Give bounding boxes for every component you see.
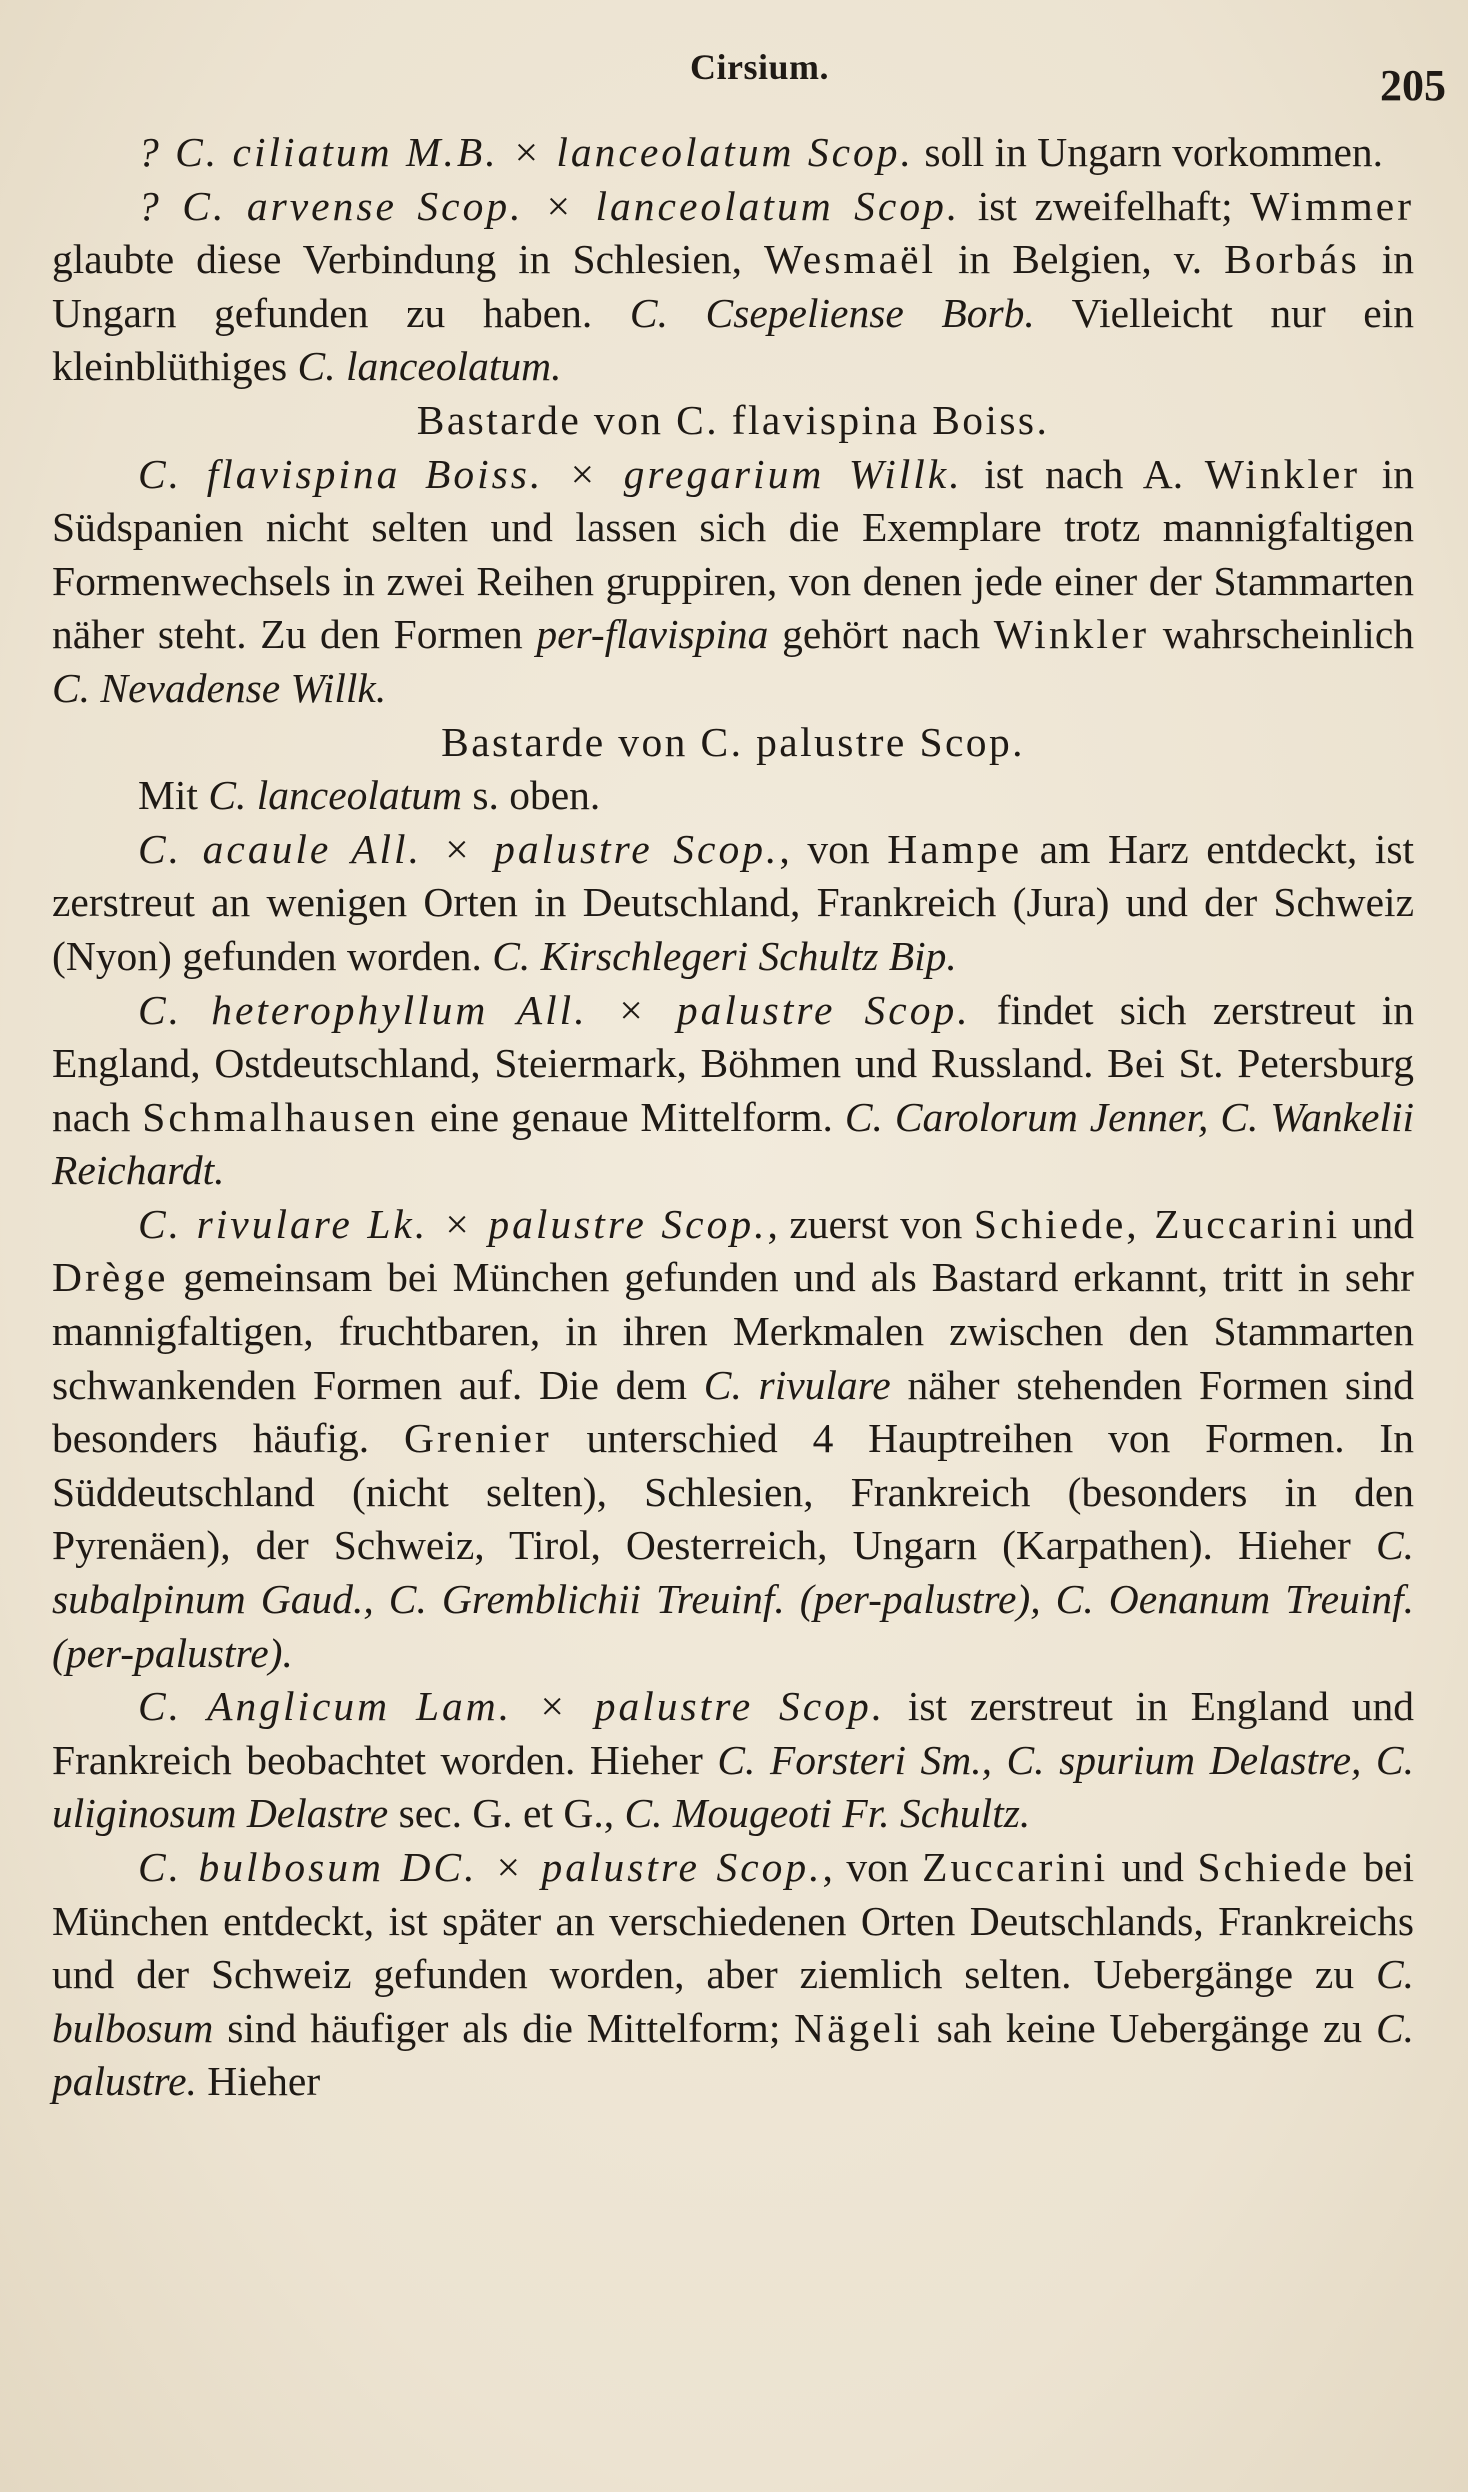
emphasis-text: per-flavispina bbox=[536, 611, 769, 658]
text-run: sec. G. et G., bbox=[388, 1790, 625, 1837]
paragraph bbox=[52, 769, 1414, 823]
text-run: sah keine Uebergänge zu bbox=[922, 2004, 1376, 2051]
body-text bbox=[52, 126, 1414, 2109]
text-run: , von bbox=[822, 1844, 923, 1890]
emphasis-text: C. rivulare Lk. × palustre Scop. bbox=[138, 1200, 768, 1247]
emphasis-text: C. bulbosum DC. × palustre Scop. bbox=[138, 1844, 823, 1890]
page-header bbox=[0, 40, 1468, 110]
section-heading bbox=[52, 716, 1414, 770]
emphasis-text: C. heterophyllum All. × palustre Scop. bbox=[138, 986, 971, 1033]
text-run: gemeinsam bei München gefunden und als Bastard erkannt, tritt in sehr mannigfaltigen, fruchtbaren, in ihren Merkmalen zwischen den Stammarten schwankenden Formen auf. Die dem bbox=[52, 1254, 1414, 1408]
text-run: und bbox=[1340, 1200, 1415, 1247]
page-number: 205 bbox=[1380, 61, 1446, 110]
emphasis-text: Winkler bbox=[993, 611, 1150, 658]
emphasis-text: C. Carolorum Jenner, C. Wankelii Reichardt. bbox=[52, 1093, 1414, 1194]
text-run: , von bbox=[779, 825, 888, 872]
emphasis-text: Schiede, Zuccarini bbox=[973, 1200, 1341, 1247]
text-run: bei München entdeckt, ist später an verschiedenen Orten Deutschlands, Frankreichs und der Schweiz gefunden worden, aber ziemlich selten. Uebergänge zu bbox=[52, 1844, 1415, 1998]
emphasis-text: C. Anglicum Lam. × palustre Scop. bbox=[138, 1683, 886, 1730]
paragraph bbox=[52, 823, 1414, 984]
text-run: ist zweifelhaft; bbox=[960, 182, 1251, 229]
text-run: Bastarde von C. palustre Scop. bbox=[441, 718, 1025, 765]
text-run: , zuerst von bbox=[767, 1200, 974, 1247]
emphasis-text: ? C. ciliatum M.B. × lanceolatum Scop. bbox=[138, 129, 914, 175]
emphasis-text: C. Csepeliense Borb. bbox=[629, 289, 1035, 336]
emphasis-text: Zuccarini bbox=[922, 1844, 1109, 1890]
text-run: Bastarde von C. flavispina Boiss. bbox=[416, 396, 1050, 443]
text-run: glaubte diese Verbindung in Schlesien, bbox=[52, 236, 764, 283]
emphasis-text: Drège bbox=[52, 1254, 169, 1301]
emphasis-text: C. palustre. bbox=[52, 2004, 1414, 2105]
paragraph bbox=[52, 1680, 1414, 1841]
emphasis-text: Schmalhausen bbox=[142, 1093, 419, 1140]
emphasis-text: C. flavispina Boiss. × gregarium Willk. bbox=[138, 450, 963, 497]
emphasis-text: Grenier bbox=[403, 1415, 552, 1462]
text-run: näher stehenden Formen sind besonders häufig. bbox=[52, 1361, 1414, 1462]
text-run: am Harz entdeckt, ist zerstreut an wenigen Orten in Deutschland, Frankreich (Jura) und der Schweiz (Nyon) gefunden worden. bbox=[52, 825, 1415, 979]
emphasis-text: C. rivulare bbox=[703, 1361, 891, 1408]
text-run: gehört nach bbox=[768, 611, 994, 658]
paragraph bbox=[52, 1841, 1414, 2109]
text-run: in Belgien, v. bbox=[936, 236, 1225, 283]
section-heading bbox=[52, 394, 1414, 448]
emphasis-text: C. acaule All. × palustre Scop. bbox=[138, 825, 780, 872]
emphasis-text: Wimmer bbox=[1250, 182, 1415, 229]
text-run: ist zerstreut in England und Frankreich beobachtet worden. Hieher bbox=[52, 1683, 1414, 1783]
text-run: unterschied 4 Hauptreihen von Formen. In Süddeutschland (nicht selten), Schlesien, Frankreich (besonders in den Pyrenäen), der Schweiz, Tirol, Oesterreich, Ungarn (Karpathen). Hieher bbox=[52, 1415, 1414, 1569]
text-run: wahrscheinlich bbox=[1149, 611, 1414, 658]
text-run: und bbox=[1108, 1844, 1198, 1890]
emphasis-text: C. lanceolatum. bbox=[297, 343, 562, 390]
text-run: eine genaue Mittelform. bbox=[418, 1093, 845, 1140]
text-run: ist nach A. bbox=[962, 450, 1205, 497]
text-run: soll in Ungarn vorkommen. bbox=[913, 129, 1384, 175]
paragraph bbox=[52, 448, 1414, 716]
text-run: s. oben. bbox=[461, 772, 601, 819]
emphasis-text: Schiede bbox=[1197, 1844, 1350, 1890]
paragraph bbox=[52, 126, 1414, 180]
running-head: Cirsium. bbox=[690, 47, 829, 87]
emphasis-text: C. Nevadense Willk. bbox=[52, 664, 387, 711]
emphasis-text: C. Mougeoti Fr. Schultz. bbox=[624, 1790, 1031, 1837]
emphasis-text: C. subalpinum Gaud., C. Gremblichii Treuinf. (per-palustre), C. Oenanum Treuinf. (per-palustre). bbox=[52, 1522, 1414, 1676]
emphasis-text: Wesmaël bbox=[763, 236, 937, 283]
text-run: Vielleicht nur ein kleinblüthiges bbox=[52, 289, 1414, 390]
paragraph bbox=[52, 1198, 1414, 1680]
emphasis-text: C. Forsteri Sm., C. spurium Delastre, C. uliginosum Delastre bbox=[52, 1736, 1414, 1837]
text-run: sind häufiger als die Mittelform; bbox=[213, 2004, 795, 2051]
text-run: Hieher bbox=[196, 2058, 321, 2105]
emphasis-text: Nägeli bbox=[794, 2004, 923, 2051]
emphasis-text: C. bulbosum bbox=[52, 1951, 1414, 2051]
text-run: findet sich zerstreut in England, Ostdeutschland, Steiermark, Böhmen und Russland. Bei St. Petersburg nach bbox=[52, 986, 1415, 1140]
text-run: in Ungarn gefunden zu haben. bbox=[52, 236, 1415, 336]
emphasis-text: ? C. arvense Scop. × lanceolatum Scop. bbox=[138, 182, 961, 229]
emphasis-text: Borbás bbox=[1224, 236, 1360, 283]
paragraph bbox=[52, 180, 1414, 394]
emphasis-text: C. lanceolatum bbox=[208, 772, 462, 819]
emphasis-text: C. Kirschlegeri Schultz Bip. bbox=[492, 932, 957, 979]
text-run: in Südspanien nicht selten und lassen sich die Exemplare trotz mannigfaltigen Formenwechsels in zwei Reihen gruppiren, von denen jede einer der Stammarten näher steht. Zu den Formen bbox=[52, 450, 1415, 658]
emphasis-text: Hampe bbox=[887, 825, 1023, 872]
emphasis-text: Winkler bbox=[1204, 450, 1361, 497]
paragraph bbox=[52, 984, 1414, 1198]
text-run: Mit bbox=[138, 772, 209, 819]
